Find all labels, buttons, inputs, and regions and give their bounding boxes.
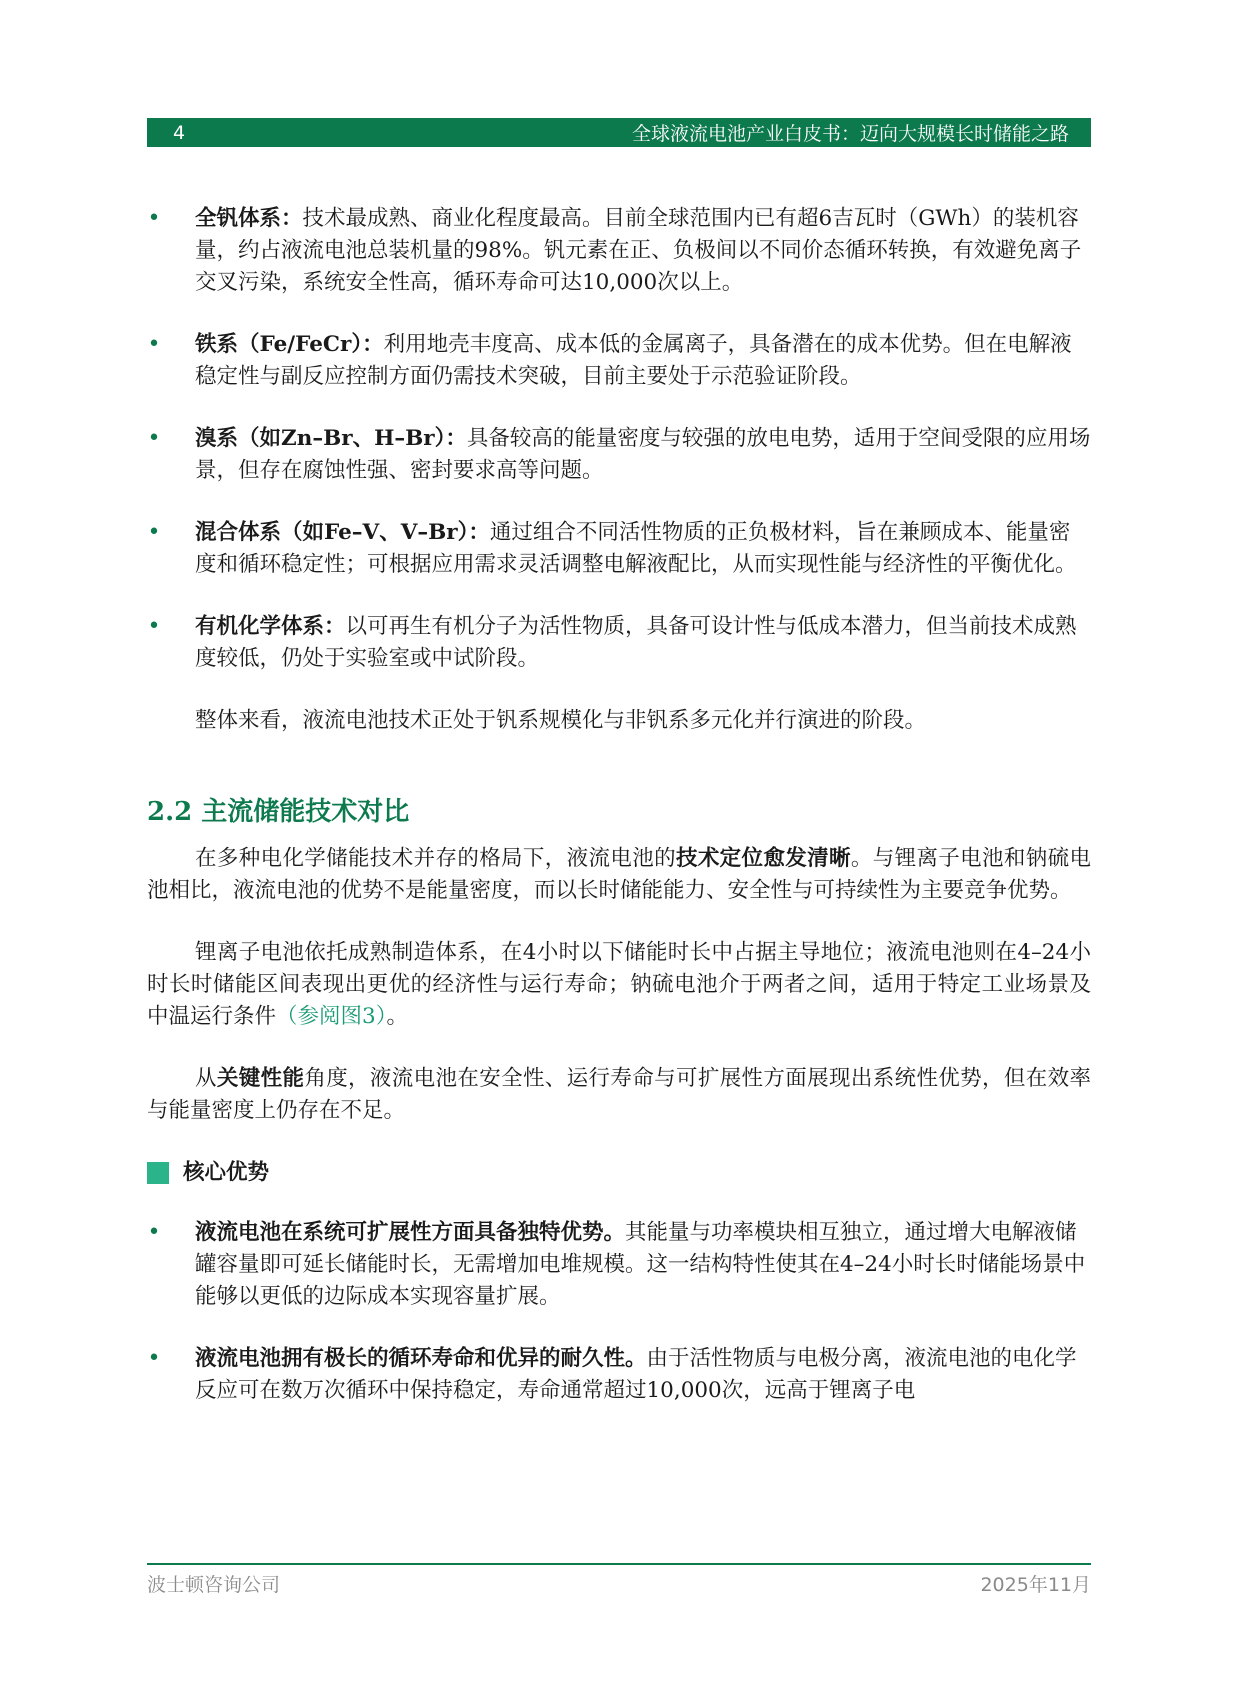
- bullet-text: 由于活性物质与电极分离，液流电池的电化学反应可在数万次循环中保持稳定，寿命通常超过10,000次，远高于锂离子电: [195, 1346, 1077, 1403]
- bullet-text: 利用地壳丰度高、成本低的金属离子，具备潜在的成本优势。但在电解液稳定性与副反应控制方面仍需技术突破，目前主要处于示范验证阶段。: [195, 332, 1072, 389]
- bullet-term: 液流电池拥有极长的循环寿命和优异的耐久性。: [195, 1346, 647, 1371]
- bullet-term: 有机化学体系：: [195, 614, 346, 639]
- body-paragraph: [147, 1063, 1091, 1127]
- paragraph-text: 角度，液流电池在安全性、运行寿命与可扩展性方面展现出系统性优势，但在效率与能量密度上仍存在不足。: [147, 1066, 1091, 1123]
- paragraph-text: 锂离子电池依托成熟制造体系，在4小时以下储能时长中占据主导地位；液流电池则在4–24小时长时储能区间表现出更优的经济性与运行寿命；钠硫电池介于两者之间，适用于特定工业场景及中温运行条件: [147, 940, 1091, 1029]
- paragraph-text: 。与锂离子电池和钠硫电池相比，液流电池的优势不是能量密度，而以长时储能能力、安全性与可持续性为主要竞争优势。: [147, 846, 1091, 903]
- document-title: 全球液流电池产业白皮书：迈向大规模长时储能之路: [631, 123, 1069, 145]
- footer-company: 波士顿咨询公司: [147, 1574, 281, 1596]
- square-marker-icon: [147, 1162, 169, 1184]
- bullet-dot-icon: •: [147, 1220, 161, 1245]
- bullet-item: [147, 1217, 1091, 1313]
- paragraph-text: 在多种电化学储能技术并存的格局下，液流电池的: [195, 846, 676, 871]
- bullet-term: 混合体系（如Fe–V、V–Br）：: [195, 520, 490, 545]
- bullet-item: [147, 329, 1091, 393]
- paragraph-text: 。: [386, 1004, 408, 1029]
- footer: [147, 1570, 1091, 1597]
- bullet-term: 全钒体系：: [195, 206, 303, 231]
- body-paragraph: [147, 843, 1091, 907]
- bullet-item: [147, 423, 1091, 487]
- emphasis-text: 关键性能: [216, 1066, 305, 1091]
- bullet-dot-icon: •: [147, 426, 161, 451]
- bullet-text: 其能量与功率模块相互独立，通过增大电解液储罐容量即可延长储能时长，无需增加电堆规模。这一结构特性使其在4–24小时长时储能场景中能够以更低的边际成本实现容量扩展。: [195, 1220, 1086, 1309]
- bullet-term: 溴系（如Zn–Br、H–Br）：: [195, 426, 467, 451]
- summary-paragraph: 整体来看，液流电池技术正处于钒系规模化与非钒系多元化并行演进的阶段。: [195, 708, 927, 733]
- bullet-item: [147, 203, 1091, 299]
- bullet-dot-icon: •: [147, 1346, 161, 1371]
- subheading-label: 核心优势: [183, 1160, 270, 1185]
- figure-reference-link[interactable]: （参阅图3）: [276, 1004, 387, 1029]
- emphasis-text: 技术定位愈发清晰: [675, 846, 851, 871]
- footer-divider: [147, 1563, 1091, 1565]
- body-paragraph: [147, 937, 1091, 1033]
- footer-date: 2025年11月: [980, 1574, 1091, 1596]
- bullet-dot-icon: •: [147, 520, 161, 545]
- bullet-item: [147, 611, 1091, 675]
- header-bar: [147, 118, 1091, 147]
- bullet-term: 液流电池在系统可扩展性方面具备独特优势。: [195, 1220, 626, 1245]
- bullet-item: [147, 1343, 1091, 1407]
- section-title: 2.2 主流储能技术对比: [147, 797, 410, 827]
- bullet-dot-icon: •: [147, 206, 161, 231]
- bullet-term: 铁系（Fe/FeCr）：: [195, 332, 384, 357]
- bullet-dot-icon: •: [147, 332, 161, 357]
- bullet-text: 通过组合不同活性物质的正负极材料，旨在兼顾成本、能量密度和循环稳定性；可根据应用需求灵活调整电解液配比，从而实现性能与经济性的平衡优化。: [195, 520, 1077, 577]
- bullet-text: 具备较高的能量密度与较强的放电电势，适用于空间受限的应用场景，但存在腐蚀性强、密封要求高等问题。: [195, 426, 1091, 483]
- bullet-dot-icon: •: [147, 614, 161, 639]
- paragraph-text: 从: [195, 1066, 217, 1091]
- bullet-item: [147, 517, 1091, 581]
- page-content: [147, 203, 1091, 1437]
- bullet-text: 技术最成熟、商业化程度最高。目前全球范围内已有超6吉瓦时（GWh）的装机容量，约占液流电池总装机量的98%。钒元素在正、负极间以不同价态循环转换，有效避免离子交叉污染，系统安全性高，循环寿命可达10,000次以上。: [195, 206, 1082, 295]
- bullet-text: 以可再生有机分子为活性物质，具备可设计性与低成本潜力，但当前技术成熟度较低，仍处于实验室或中试阶段。: [195, 614, 1077, 671]
- subheading: [147, 1157, 1091, 1189]
- page-number: 4: [173, 121, 186, 144]
